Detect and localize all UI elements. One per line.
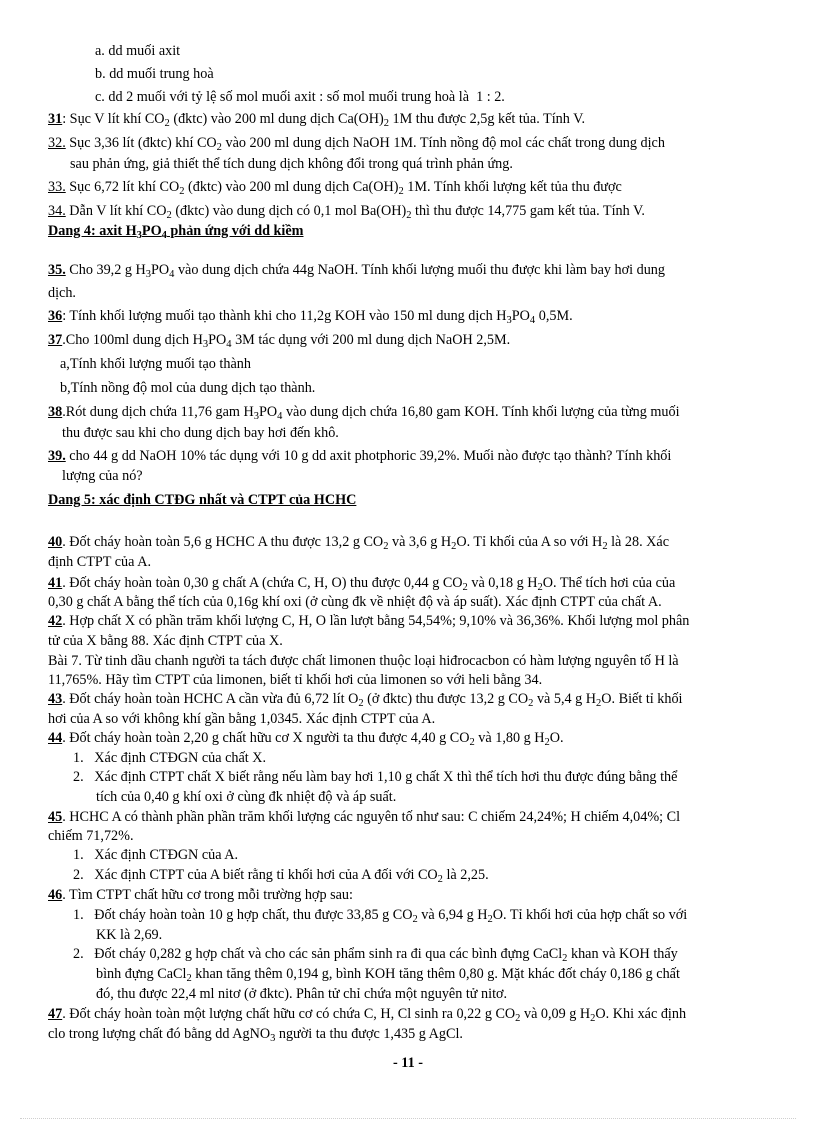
question-39: 39. cho 44 g dd NaOH 10% tác dụng với 10 g dd axit photphoric 39,2%. Muối nào được tạo thành? Tính khối [48,448,672,464]
question-41: 41. Đốt cháy hoàn toàn 0,30 g chất A (chứa C, H, O) thu được 0,44 g $CO_2$ và 0,18 g $H_2O$. Thể tích hơi của của [48,575,676,593]
question-45-item-2: 2. Xác định CTPT của A biết rằng tỉ khối hơi của A đối với $CO_2$ là 2,25. [73,867,489,885]
footer-divider [20,1118,796,1119]
question-32-line2: sau phản ứng, giả thiết thể tích dung dịch không đổi trong quá trình phản ứng. [70,156,513,172]
question-43-line2: hơi của A so với không khí gần bằng 1,0345. Xác định CTPT của A. [48,711,436,727]
question-46-item-2-line3: đó, thu được 22,4 ml nitơ (ở đktc). Phân tử chỉ chứa một nguyên tử nitơ. [96,986,508,1002]
question-44-item-2: 2. Xác định CTPT chất X biết rằng nếu làm bay hơi 1,10 g chất X thì thể tích hơi thu được đúng bằng thể [73,769,678,785]
question-36: 36: Tính khối lượng muối tạo thành khi cho 11,2g KOH vào 150 ml dung dịch $H_3PO_4$ 0,5M. [48,308,573,326]
q30-option-c: c. dd 2 muối với tỷ lệ số mol muối axit : số mol muối trung hoà là 1 : 2. [95,89,505,105]
question-42-line2: tử của X bằng 88. Xác định CTPT của X. [48,633,283,649]
q30-option-a: a. dd muối axit [95,43,181,59]
bai-7-line2: 11,765%. Hãy tìm CTPT của limonen, biết tỉ khối hơi của limonen so với heli bằng 34. [48,672,543,688]
question-46-item-1-line2: KK là 2,69. [96,927,163,943]
question-44-item-1: 1. Xác định CTĐGN của chất X. [73,750,267,766]
question-38-line2: thu được sau khi cho dung dịch bay hơi đến khô. [62,425,339,441]
bai-7: Bài 7. Từ tinh dầu chanh người ta tách được chất limonen thuộc loại hiđrocacbon có hàm lượng nguyên tố H là [48,653,679,669]
question-46: 46. Tìm CTPT chất hữu cơ trong mỗi trường hợp sau: [48,887,353,903]
question-37-part-a: a,Tính khối lượng muối tạo thành [60,356,251,372]
question-46-item-2: 2. Đốt cháy 0,282 g hợp chất và cho các sản phẩm sinh ra đi qua các bình đựng CaCl$_2$ khan và KOH thấy [73,946,678,964]
question-35-line2: dịch. [48,285,76,301]
question-39-line2: lượng của nó? [62,468,143,484]
question-34: 34. Dẫn V lít khí $CO_2$ (đktc) vào dung dịch có 0,1 mol $Ba(OH)_2$ thì thu được 14,775 gam kết tủa. Tính V. [48,203,645,221]
section-heading-dang-5: Dang 5: xác định CTĐG nhất và CTPT của HCHC [48,492,357,508]
q30-option-b: b. dd muối trung hoà [95,66,214,82]
question-37-part-b: b,Tính nồng độ mol của dung dịch tạo thành. [60,380,316,396]
question-40: 40. Đốt cháy hoàn toàn 5,6 g HCHC A thu được 13,2 g $CO_2$ và 3,6 g $H_2O$. Tỉ khối của A so với $H_2$ là 28. Xác [48,534,670,552]
question-44: 44. Đốt cháy hoàn toàn 2,20 g chất hữu cơ X người ta thu được 4,40 g $CO_2$ và 1,80 g $H_2O$. [48,730,564,748]
question-37: 37.Cho 100ml dung dịch $H_3PO_4$ 3M tác dụng với 200 ml dung dịch NaOH 2,5M. [48,332,511,350]
question-32: 32. Sục 3,36 lít (đktc) khí $CO_2$ vào 200 ml dung dịch NaOH 1M. Tính nồng độ mol các chất trong dung dịch [48,135,665,153]
page-number: - 11 - [393,1055,423,1071]
question-35: 35. Cho 39,2 g $H_3PO_4$ vào dung dịch chứa 44g NaOH. Tính khối lượng muối thu được khi làm bay hơi dung [48,262,665,280]
question-41-line2: 0,30 g chất A bằng thể tích của 0,16g khí oxi (ở cùng đk về nhiệt độ và áp suất). Xác định CTPT của chất A. [48,594,662,610]
question-44-item-2-line2: tích của 0,40 g khí oxi ở cùng đk nhiệt độ và áp suất. [96,789,397,805]
question-38: 38.Rót dung dịch chứa 11,76 gam $H_3PO_4$ vào dung dịch chứa 16,80 gam KOH. Tính khối lượng của từng muối [48,404,680,422]
question-45-item-1: 1. Xác định CTĐGN của A. [73,847,239,863]
question-45: 45. HCHC A có thành phần phần trăm khối lượng các nguyên tố như sau: C chiếm 24,24%; H chiếm 4,04%; Cl [48,809,681,825]
question-31: 31: Sục V lít khí $CO_2$ (đktc) vào 200 ml dung dịch $Ca(OH)_2$ 1M thu được 2,5g kết tủa. Tính V. [48,111,586,129]
question-46-item-1: 1. Đốt cháy hoàn toàn 10 g hợp chất, thu được 33,85 g $CO_2$ và 6,94 g $H_2O$. Tỉ khối hơi của hợp chất so với [73,907,688,925]
question-47-line2: clo trong lượng chất đó bằng dd AgNO$_3$ người ta thu được 1,435 g AgCl. [48,1026,463,1044]
question-43: 43. Đốt cháy hoàn toàn HCHC A cần vừa đủ 6,72 lít $O_2$ (ở đktc) thu được 13,2 g $CO_2$ và 5,4 g $H_2O$. Biết tỉ khối [48,691,683,709]
section-heading-dang-4: Dang 4: axit $H_3PO_4$ phản ứng với dd kiềm [48,223,304,241]
question-42: 42. Hợp chất X có phần trăm khối lượng C, H, O lần lượt bằng 54,54%; 9,10% và 36,36%. Khối lượng mol phân [48,613,690,629]
question-46-item-2-line2: bình đựng CaCl$_2$ khan tăng thêm 0,194 g, bình KOH tăng thêm 0,80 g. Mặt khác đốt cháy 0,186 g chất [96,966,680,984]
question-33: 33. Sục 6,72 lít khí $CO_2$ (đktc) vào 200 ml dung dịch $Ca(OH)_2$ 1M. Tính khối lượng kết tủa thu được [48,179,622,197]
question-45-line2: chiếm 71,72%. [48,828,134,844]
question-47: 47. Đốt cháy hoàn toàn một lượng chất hữu cơ có chứa C, H, Cl sinh ra 0,22 g $CO_2$ và 0,09 g $H_2O$. Khi xác định [48,1006,687,1024]
question-40-line2: định CTPT của A. [48,554,151,570]
